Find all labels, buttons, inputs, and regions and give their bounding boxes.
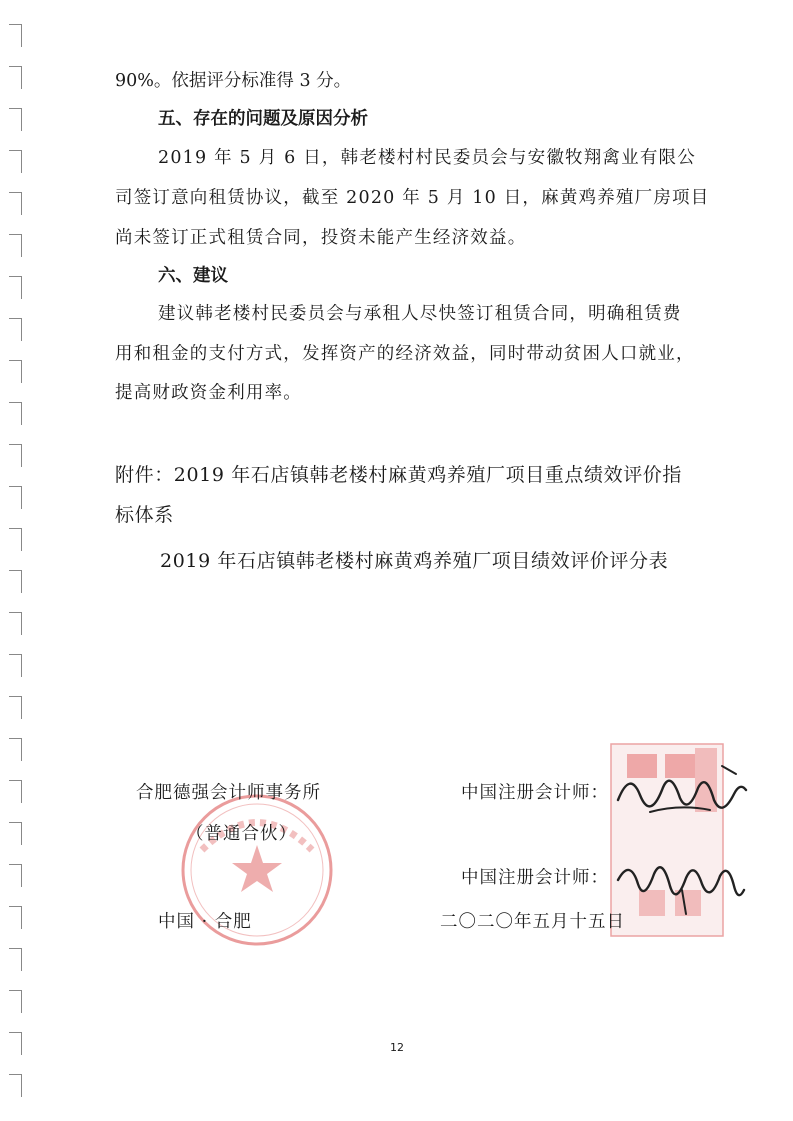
binding-mark (9, 234, 22, 257)
binding-mark (9, 780, 22, 803)
binding-mark (9, 822, 22, 845)
binding-mark (9, 192, 22, 215)
firm-type: （普通合伙） (186, 824, 297, 844)
binding-mark (9, 1074, 22, 1097)
binding-mark (9, 318, 22, 341)
binding-mark (9, 1032, 22, 1055)
annex-line: 标体系 (115, 504, 174, 526)
binding-mark (9, 906, 22, 929)
binding-mark (9, 612, 22, 635)
binding-mark (9, 24, 22, 47)
paragraph-line: 司签订意向租赁协议，截至 2020 年 5 月 10 日，麻黄鸡养殖厂房项目 (115, 188, 710, 208)
section-6-heading: 六、建议 (158, 266, 228, 286)
paragraph-line: 用和租金的支付方式，发挥资产的经济效益，同时带动贫困人口就业， (115, 344, 695, 364)
binding-mark (9, 696, 22, 719)
cpa-signature-1 (610, 760, 750, 830)
paragraph-line: 尚未签订正式租赁合同，投资未能产生经济效益。 (115, 228, 527, 248)
report-date: 二〇二〇年五月十五日 (440, 912, 625, 932)
annex-line: 2019 年石店镇韩老楼村麻黄鸡养殖厂项目绩效评价评分表 (160, 550, 669, 572)
paragraph-line: 提高财政资金利用率。 (115, 383, 302, 403)
binding-mark (9, 948, 22, 971)
page-number: 12 (390, 1041, 404, 1054)
firm-location: 中国 · 合肥 (158, 912, 252, 932)
cpa-label-2: 中国注册会计师： (461, 868, 609, 888)
binding-mark (9, 990, 22, 1013)
binding-mark (9, 360, 22, 383)
section-5-heading: 五、存在的问题及原因分析 (158, 109, 368, 129)
paragraph-line: 建议韩老楼村民委员会与承租人尽快签订租赁合同，明确租赁费 (158, 304, 682, 324)
cpa-signature-2 (612, 850, 752, 920)
binding-mark (9, 654, 22, 677)
binding-margin (0, 0, 40, 1121)
binding-mark (9, 276, 22, 299)
firm-name: 合肥德强会计师事务所 (136, 783, 321, 803)
binding-mark (9, 108, 22, 131)
score-line: 90%。依据评分标准得 3 分。 (115, 71, 352, 91)
binding-mark (9, 528, 22, 551)
cpa-label-1: 中国注册会计师： (461, 783, 609, 803)
binding-mark (9, 570, 22, 593)
binding-mark (9, 66, 22, 89)
binding-mark (9, 738, 22, 761)
binding-mark (9, 486, 22, 509)
annex-line: 附件：2019 年石店镇韩老楼村麻黄鸡养殖厂项目重点绩效评价指 (115, 464, 682, 486)
binding-mark (9, 150, 22, 173)
paragraph-line: 2019 年 5 月 6 日，韩老楼村村民委员会与安徽牧翔禽业有限公 (158, 148, 696, 168)
binding-mark (9, 402, 22, 425)
binding-mark (9, 864, 22, 887)
binding-mark (9, 444, 22, 467)
